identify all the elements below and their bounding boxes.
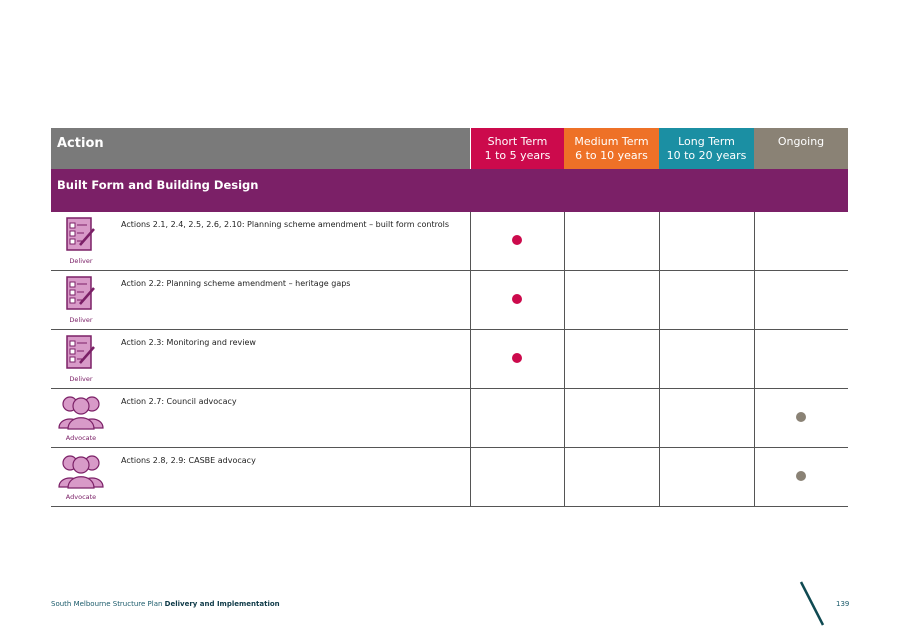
decorative-slash-icon <box>797 580 827 627</box>
footer-section: Delivery and Implementation <box>164 600 280 608</box>
header-short-term-title: Short Term <box>487 135 548 148</box>
header-long-term <box>659 128 754 169</box>
footer-doc-title: South Melbourne Structure Plan <box>51 600 163 608</box>
header-short-term <box>471 128 564 169</box>
icon-label: Deliver <box>69 375 93 383</box>
footer <box>51 600 280 608</box>
action-text: Action 2.7: Council advocacy <box>121 397 237 406</box>
header-action: Action <box>51 128 470 169</box>
grid-line <box>470 212 471 507</box>
header-medium-term-title: Medium Term <box>574 135 649 148</box>
header-medium-term-range: 6 to 10 years <box>575 149 648 162</box>
grid-line <box>564 212 565 507</box>
header-short-term-range: 1 to 5 years <box>484 149 551 162</box>
header-long-term-range: 10 to 20 years <box>666 149 747 162</box>
table-row <box>51 389 848 448</box>
timing-dot <box>796 471 806 481</box>
action-text: Action 2.3: Monitoring and review <box>121 338 256 347</box>
table-row <box>51 212 848 271</box>
icon-label: Deliver <box>69 257 93 265</box>
icon-label: Advocate <box>65 434 97 442</box>
header-ongoing-title: Ongoing <box>777 135 825 148</box>
table-row <box>51 330 848 389</box>
icon-label: Advocate <box>65 493 97 501</box>
timing-dot <box>512 235 522 245</box>
grid-line <box>754 212 755 507</box>
action-text: Actions 2.8, 2.9: CASBE advocacy <box>121 456 256 465</box>
grid-line <box>659 212 660 507</box>
icon-label: Deliver <box>69 316 93 324</box>
action-text: Action 2.2: Planning scheme amendment – heritage gaps <box>121 279 351 288</box>
table-row <box>51 271 848 330</box>
timing-dot <box>512 353 522 363</box>
timing-dot <box>512 294 522 304</box>
header-ongoing <box>754 128 848 169</box>
header-long-term-title: Long Term <box>678 135 735 148</box>
table-row <box>51 448 848 507</box>
timing-dot <box>796 412 806 422</box>
action-text: Actions 2.1, 2.4, 2.5, 2.6, 2.10: Planning scheme amendment – built form controls <box>121 220 450 229</box>
section-title: Built Form and Building Design <box>51 169 848 212</box>
page-number: 139 <box>836 600 850 608</box>
header-medium-term <box>564 128 659 169</box>
